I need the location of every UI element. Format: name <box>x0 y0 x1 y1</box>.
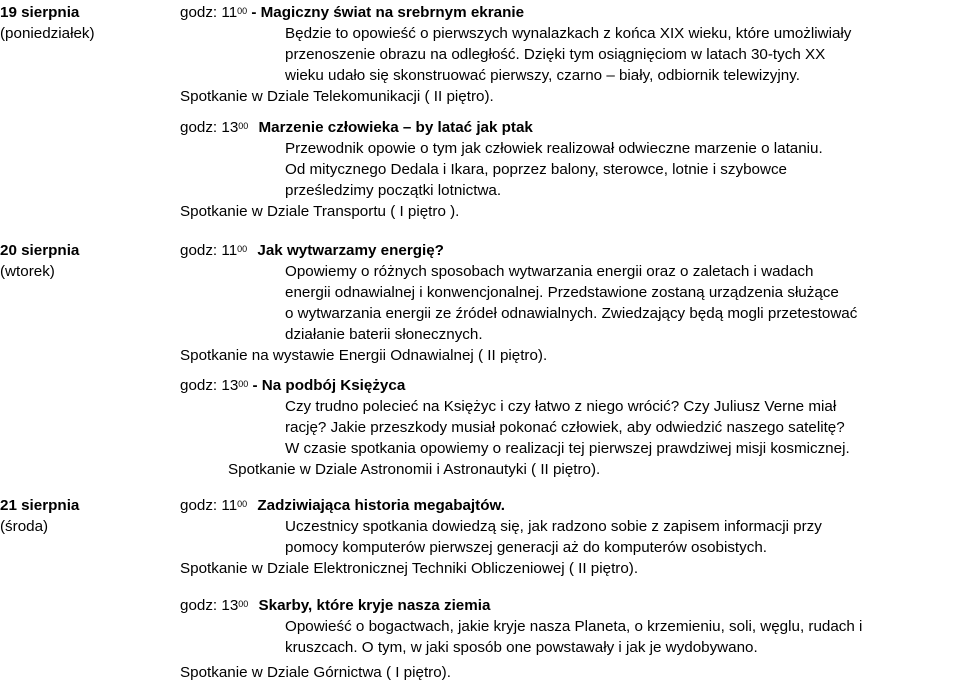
event-title-separator: - <box>248 377 262 394</box>
event-title: Marzenie człowieka – by latać jak ptak <box>258 119 533 136</box>
event-heading <box>180 240 444 261</box>
event-heading <box>180 495 505 516</box>
event-location: Spotkanie w Dziale Transportu ( I piętro ). <box>180 203 460 220</box>
event-time-minutes: 00 <box>237 6 248 16</box>
event-description-line: kruszcach. O tym, w jaki sposób one powstawały i jak je wydobywano. <box>285 639 758 656</box>
event-description-line: Uczestnicy spotkania dowiedzą się, jak radzono sobie z zapisem informacji przy <box>285 518 822 535</box>
event-description-line: W czasie spotkania opowiemy o realizacji tej pierwszej prawdziwej misji kosmicznej. <box>285 440 850 457</box>
event-time-minutes: 00 <box>238 599 249 609</box>
event-time-minutes: 00 <box>238 121 249 131</box>
event-description-line: prześledzimy początki lotnictwa. <box>285 182 502 199</box>
event-location: Spotkanie w Dziale Górnictwa ( I piętro). <box>180 664 451 681</box>
event-description-line: Opowiemy o różnych sposobach wytwarzania energii oraz o zaletach i wadach <box>285 263 814 280</box>
event-time: godz: 11 <box>180 4 238 21</box>
event-location: Spotkanie na wystawie Energii Odnawialnej ( II piętro). <box>180 347 548 364</box>
event-time-minutes: 00 <box>237 499 248 509</box>
event-title: Na podbój Księżyca <box>261 377 406 394</box>
event-title-separator <box>247 497 251 514</box>
event-description-line: Będzie to opowieść o pierwszych wynalazkach z końca XIX wieku, które umożliwiały <box>285 25 852 42</box>
event-heading <box>180 117 533 138</box>
event-description-line: Czy trudno polecieć na Księżyc i czy łatwo z niego wrócić? Czy Juliusz Verne miał <box>285 398 837 415</box>
day-weekday: (poniedziałek) <box>0 25 95 42</box>
day-date: 19 sierpnia <box>0 4 80 21</box>
event-time-minutes: 00 <box>237 244 248 254</box>
day-date-block <box>0 240 170 282</box>
event-title-separator <box>247 242 251 259</box>
event-location: Spotkanie w Dziale Astronomii i Astronautyki ( II piętro). <box>228 461 601 478</box>
event-heading <box>180 2 524 23</box>
event-description-line: pomocy komputerów pierwszej generacji aż do komputerów osobistych. <box>285 539 768 556</box>
event-description-line: o wytwarzania energii ze źródeł odnawialnych. Zwiedzający będą mogli przetestować <box>285 305 858 322</box>
event-location: Spotkanie w Dziale Elektronicznej Techniki Obliczeniowej ( II piętro). <box>180 560 639 577</box>
event-title: Zadziwiająca historia megabajtów. <box>257 497 505 514</box>
event-time: godz: 13 <box>180 119 239 136</box>
day-weekday: (środa) <box>0 518 49 535</box>
event-description-line: Przewodnik opowie o tym jak człowiek realizował odwieczne marzenie o lataniu. <box>285 140 823 157</box>
event-description-line: energii odnawialnej i konwencjonalnej. Przedstawione zostaną urządzenia służące <box>285 284 839 301</box>
event-time-minutes: 00 <box>238 379 249 389</box>
event-title-separator: - <box>247 4 261 21</box>
day-date-block <box>0 495 170 537</box>
day-date: 21 sierpnia <box>0 497 80 514</box>
event-description-line: rację? Jakie przeszkody musiał pokonać człowiek, aby odwiedzić naszego satelitę? <box>285 419 845 436</box>
event-time: godz: 13 <box>180 377 239 394</box>
day-weekday: (wtorek) <box>0 263 55 280</box>
event-description-line: wieku udało się skonstruować pierwszy, czarno – biały, odbiornik telewizyjny. <box>285 67 800 84</box>
event-description-line: Opowieść o bogactwach, jakie kryje nasza Planeta, o krzemieniu, soli, węglu, rudach i <box>285 618 863 635</box>
event-time: godz: 11 <box>180 242 238 259</box>
event-heading <box>180 595 490 616</box>
event-title-separator <box>248 597 252 614</box>
day-date: 20 sierpnia <box>0 242 80 259</box>
event-title: Skarby, które kryje nasza ziemia <box>258 597 491 614</box>
event-time: godz: 11 <box>180 497 238 514</box>
event-title: Jak wytwarzamy energię? <box>257 242 444 259</box>
event-location: Spotkanie w Dziale Telekomunikacji ( II piętro). <box>180 88 494 105</box>
event-description-line: działanie baterii słonecznych. <box>285 326 483 343</box>
event-title-separator <box>248 119 252 136</box>
event-description-line: Od mitycznego Dedala i Ikara, poprzez balony, sterowce, lotnie i szybowce <box>285 161 787 178</box>
event-description-line: przenoszenie obrazu na odległość. Dzięki tym osiągnięciom w latach 30-tych XX <box>285 46 826 63</box>
event-time: godz: 13 <box>180 597 239 614</box>
event-title: Magiczny świat na srebrnym ekranie <box>260 4 525 21</box>
day-date-block <box>0 2 170 44</box>
event-heading <box>180 375 405 396</box>
